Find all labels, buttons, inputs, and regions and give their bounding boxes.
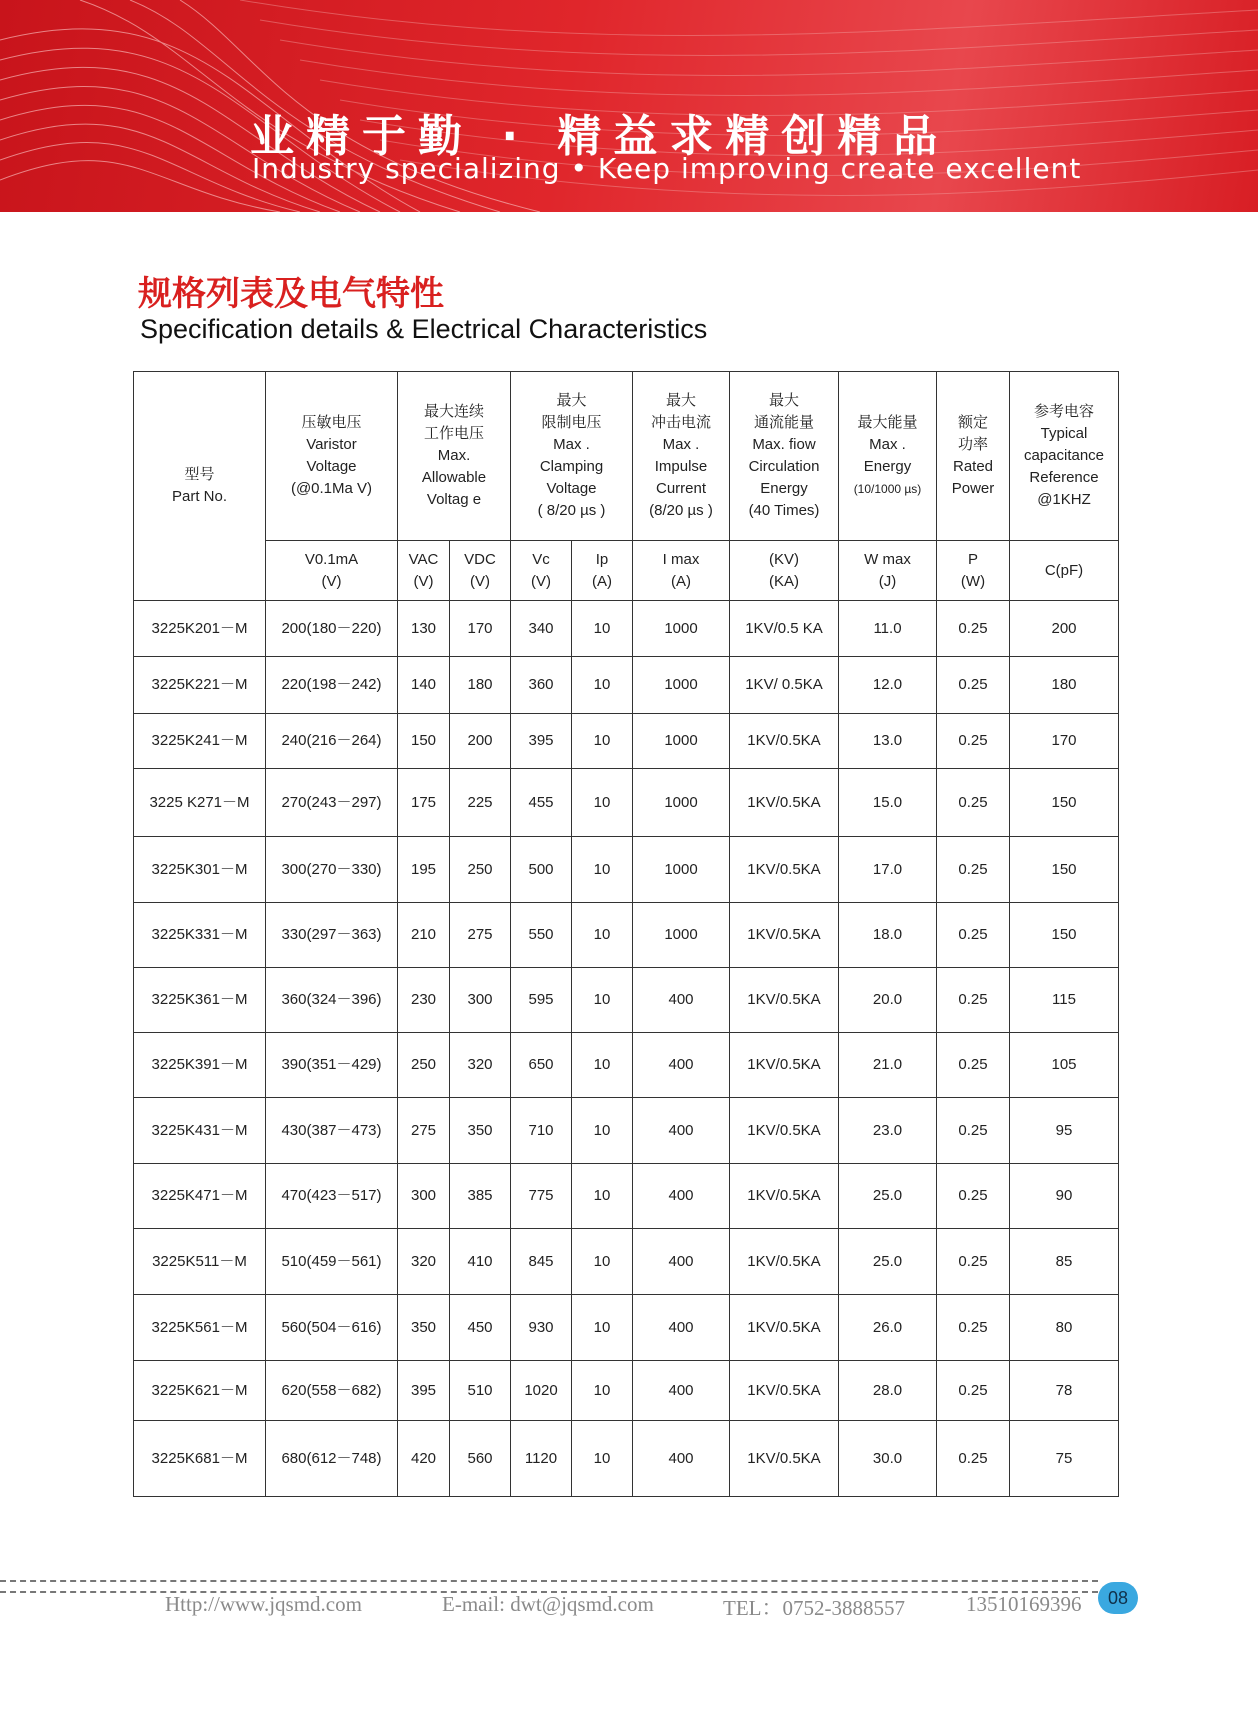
cell-vc: 775	[511, 1164, 572, 1229]
cell-part-no: 3225 K271－M	[134, 769, 266, 837]
cell-power: 0.25	[937, 837, 1010, 903]
cell-vac: 175	[398, 769, 450, 837]
table-row	[134, 968, 1119, 1033]
cell-power: 0.25	[937, 769, 1010, 837]
unit-vac: VAC (V)	[398, 541, 450, 601]
cell-vc: 455	[511, 769, 572, 837]
cell-varistor-voltage: 270(243－297)	[266, 769, 398, 837]
header-rated-power: 额定 功率 Rated Power	[937, 372, 1010, 541]
cell-vac: 395	[398, 1361, 450, 1421]
cell-vac: 300	[398, 1164, 450, 1229]
cell-wmax: 21.0	[839, 1033, 937, 1098]
header-max-impulse-current: 最大 冲击电流 Max . Impulse Current (8/20 µs )	[633, 372, 730, 541]
table-row	[134, 1229, 1119, 1295]
cell-ip: 10	[572, 1033, 633, 1098]
cell-imax: 1000	[633, 769, 730, 837]
cell-part-no: 3225K621－M	[134, 1361, 266, 1421]
cell-vc: 845	[511, 1229, 572, 1295]
cell-ip: 10	[572, 1421, 633, 1497]
cell-power: 0.25	[937, 1295, 1010, 1361]
unit-vdc: VDC (V)	[450, 541, 511, 601]
cell-ip: 10	[572, 1098, 633, 1164]
cell-capacitance: 150	[1010, 837, 1119, 903]
cell-imax: 1000	[633, 714, 730, 769]
cell-capacitance: 180	[1010, 657, 1119, 714]
unit-flow: (KV) (KA)	[730, 541, 839, 601]
cell-wmax: 13.0	[839, 714, 937, 769]
cell-vc: 595	[511, 968, 572, 1033]
cell-capacitance: 78	[1010, 1361, 1119, 1421]
cell-varistor-voltage: 300(270－330)	[266, 837, 398, 903]
header-max-flow-energy: 最大 通流能量 Max. fiow Circulation Energy (40 Times)	[730, 372, 839, 541]
cell-wmax: 25.0	[839, 1229, 937, 1295]
cell-capacitance: 200	[1010, 601, 1119, 657]
cell-vac: 210	[398, 903, 450, 968]
table-row	[134, 1421, 1119, 1497]
cell-flow-energy: 1KV/0.5KA	[730, 837, 839, 903]
cell-wmax: 11.0	[839, 601, 937, 657]
cell-ip: 10	[572, 1295, 633, 1361]
cell-flow-energy: 1KV/0.5KA	[730, 1229, 839, 1295]
header-part-no: 型号 Part No.	[134, 372, 266, 601]
cell-varistor-voltage: 360(324－396)	[266, 968, 398, 1033]
header-varistor-voltage: 压敏电压 Varistor Voltage (@0.1Ma V)	[266, 372, 398, 541]
cell-vdc: 560	[450, 1421, 511, 1497]
cell-wmax: 25.0	[839, 1164, 937, 1229]
cell-vac: 230	[398, 968, 450, 1033]
cell-power: 0.25	[937, 1421, 1010, 1497]
cell-capacitance: 105	[1010, 1033, 1119, 1098]
header-max-energy-note: (10/1000 µs)	[853, 482, 922, 496]
table-row	[134, 657, 1119, 714]
cell-capacitance: 80	[1010, 1295, 1119, 1361]
cell-flow-energy: 1KV/0.5KA	[730, 1421, 839, 1497]
cell-part-no: 3225K391－M	[134, 1033, 266, 1098]
cell-vc: 550	[511, 903, 572, 968]
section-title-cn: 规格列表及电气特性	[138, 274, 444, 314]
unit-vc: Vc (V)	[511, 541, 572, 601]
cell-varistor-voltage: 680(612－748)	[266, 1421, 398, 1497]
unit-cpf: C(pF)	[1010, 541, 1119, 601]
cell-flow-energy: 1KV/0.5KA	[730, 903, 839, 968]
cell-vdc: 225	[450, 769, 511, 837]
cell-vac: 130	[398, 601, 450, 657]
table-row	[134, 903, 1119, 968]
cell-varistor-voltage: 430(387－473)	[266, 1098, 398, 1164]
cell-wmax: 12.0	[839, 657, 937, 714]
cell-vc: 360	[511, 657, 572, 714]
cell-capacitance: 75	[1010, 1421, 1119, 1497]
footer-mobile: 13510169396	[966, 1592, 1082, 1616]
cell-flow-energy: 1KV/0.5KA	[730, 714, 839, 769]
cell-part-no: 3225K201－M	[134, 601, 266, 657]
footer-email[interactable]: E-mail: dwt@jqsmd.com	[442, 1592, 654, 1616]
cell-vdc: 350	[450, 1098, 511, 1164]
cell-part-no: 3225K561－M	[134, 1295, 266, 1361]
footer-website[interactable]: Http://www.jqsmd.com	[165, 1592, 362, 1616]
cell-imax: 1000	[633, 903, 730, 968]
cell-imax: 1000	[633, 837, 730, 903]
page-number-badge: 08	[1098, 1582, 1138, 1614]
cell-varistor-voltage: 330(297－363)	[266, 903, 398, 968]
header-max-clamping-voltage: 最大 限制电压 Max . Clamping Voltage ( 8/20 µs )	[511, 372, 633, 541]
cell-vac: 250	[398, 1033, 450, 1098]
cell-vc: 1120	[511, 1421, 572, 1497]
cell-capacitance: 150	[1010, 769, 1119, 837]
cell-imax: 400	[633, 1033, 730, 1098]
cell-wmax: 26.0	[839, 1295, 937, 1361]
cell-part-no: 3225K301－M	[134, 837, 266, 903]
cell-part-no: 3225K241－M	[134, 714, 266, 769]
cell-capacitance: 90	[1010, 1164, 1119, 1229]
cell-flow-energy: 1KV/0.5KA	[730, 1295, 839, 1361]
cell-ip: 10	[572, 714, 633, 769]
unit-p: P (W)	[937, 541, 1010, 601]
cell-wmax: 30.0	[839, 1421, 937, 1497]
cell-part-no: 3225K511－M	[134, 1229, 266, 1295]
table-row	[134, 769, 1119, 837]
cell-wmax: 17.0	[839, 837, 937, 903]
cell-vac: 275	[398, 1098, 450, 1164]
cell-imax: 400	[633, 1164, 730, 1229]
cell-part-no: 3225K361－M	[134, 968, 266, 1033]
cell-imax: 1000	[633, 601, 730, 657]
table-row	[134, 837, 1119, 903]
cell-varistor-voltage: 200(180－220)	[266, 601, 398, 657]
spec-table-body	[134, 601, 1119, 1497]
cell-imax: 400	[633, 1421, 730, 1497]
unit-imax: I max (A)	[633, 541, 730, 601]
cell-vdc: 250	[450, 837, 511, 903]
cell-vac: 420	[398, 1421, 450, 1497]
header-max-allowable-voltage: 最大连续 工作电压 Max. Allowable Voltag e	[398, 372, 511, 541]
cell-wmax: 23.0	[839, 1098, 937, 1164]
table-row	[134, 1295, 1119, 1361]
cell-ip: 10	[572, 968, 633, 1033]
cell-wmax: 18.0	[839, 903, 937, 968]
cell-ip: 10	[572, 1164, 633, 1229]
cell-vdc: 275	[450, 903, 511, 968]
cell-power: 0.25	[937, 903, 1010, 968]
unit-varistor: V0.1mA (V)	[266, 541, 398, 601]
cell-vc: 650	[511, 1033, 572, 1098]
cell-ip: 10	[572, 1361, 633, 1421]
cell-imax: 400	[633, 968, 730, 1033]
cell-vac: 140	[398, 657, 450, 714]
cell-vc: 340	[511, 601, 572, 657]
cell-imax: 1000	[633, 657, 730, 714]
cell-flow-energy: 1KV/0.5KA	[730, 769, 839, 837]
cell-vdc: 450	[450, 1295, 511, 1361]
cell-flow-energy: 1KV/0.5KA	[730, 1361, 839, 1421]
cell-imax: 400	[633, 1295, 730, 1361]
cell-part-no: 3225K471－M	[134, 1164, 266, 1229]
cell-vdc: 300	[450, 968, 511, 1033]
cell-ip: 10	[572, 601, 633, 657]
cell-ip: 10	[572, 1229, 633, 1295]
cell-imax: 400	[633, 1098, 730, 1164]
cell-power: 0.25	[937, 1098, 1010, 1164]
cell-capacitance: 95	[1010, 1098, 1119, 1164]
cell-ip: 10	[572, 657, 633, 714]
cell-flow-energy: 1KV/0.5KA	[730, 1098, 839, 1164]
cell-power: 0.25	[937, 657, 1010, 714]
cell-vc: 395	[511, 714, 572, 769]
cell-flow-energy: 1KV/0.5 KA	[730, 601, 839, 657]
cell-vac: 320	[398, 1229, 450, 1295]
cell-vac: 350	[398, 1295, 450, 1361]
footer-tel: TEL：0752-3888557	[723, 1596, 905, 1620]
cell-capacitance: 150	[1010, 903, 1119, 968]
cell-power: 0.25	[937, 968, 1010, 1033]
cell-ip: 10	[572, 769, 633, 837]
cell-vc: 1020	[511, 1361, 572, 1421]
cell-vdc: 170	[450, 601, 511, 657]
cell-varistor-voltage: 390(351－429)	[266, 1033, 398, 1098]
cell-wmax: 20.0	[839, 968, 937, 1033]
table-row	[134, 1164, 1119, 1229]
cell-part-no: 3225K431－M	[134, 1098, 266, 1164]
unit-ip: Ip (A)	[572, 541, 633, 601]
cell-part-no: 3225K681－M	[134, 1421, 266, 1497]
header-max-energy	[839, 372, 937, 541]
cell-wmax: 28.0	[839, 1361, 937, 1421]
table-row	[134, 601, 1119, 657]
cell-vdc: 510	[450, 1361, 511, 1421]
cell-imax: 400	[633, 1361, 730, 1421]
cell-wmax: 15.0	[839, 769, 937, 837]
cell-imax: 400	[633, 1229, 730, 1295]
cell-flow-energy: 1KV/ 0.5KA	[730, 657, 839, 714]
cell-vdc: 180	[450, 657, 511, 714]
cell-vdc: 320	[450, 1033, 511, 1098]
cell-capacitance: 85	[1010, 1229, 1119, 1295]
cell-flow-energy: 1KV/0.5KA	[730, 1164, 839, 1229]
cell-power: 0.25	[937, 1164, 1010, 1229]
cell-capacitance: 170	[1010, 714, 1119, 769]
cell-vdc: 200	[450, 714, 511, 769]
cell-flow-energy: 1KV/0.5KA	[730, 968, 839, 1033]
cell-vac: 195	[398, 837, 450, 903]
cell-power: 0.25	[937, 714, 1010, 769]
cell-varistor-voltage: 510(459－561)	[266, 1229, 398, 1295]
table-row	[134, 1361, 1119, 1421]
cell-ip: 10	[572, 837, 633, 903]
cell-vc: 930	[511, 1295, 572, 1361]
cell-power: 0.25	[937, 1229, 1010, 1295]
cell-part-no: 3225K331－M	[134, 903, 266, 968]
cell-flow-energy: 1KV/0.5KA	[730, 1033, 839, 1098]
cell-ip: 10	[572, 903, 633, 968]
cell-varistor-voltage: 560(504－616)	[266, 1295, 398, 1361]
cell-capacitance: 115	[1010, 968, 1119, 1033]
spec-table	[133, 371, 1119, 1497]
cell-vdc: 410	[450, 1229, 511, 1295]
cell-varistor-voltage: 470(423－517)	[266, 1164, 398, 1229]
banner-slogan-en: Industry specializing • Keep improving create excellent	[252, 152, 1082, 185]
cell-varistor-voltage: 620(558－682)	[266, 1361, 398, 1421]
header-max-energy-label: 最大能量 Max . Energy	[857, 414, 918, 475]
cell-vc: 500	[511, 837, 572, 903]
unit-wmax: W max (J)	[839, 541, 937, 601]
cell-vac: 150	[398, 714, 450, 769]
cell-vdc: 385	[450, 1164, 511, 1229]
section-title-en: Specification details & Electrical Characteristics	[140, 314, 708, 344]
cell-varistor-voltage: 220(198－242)	[266, 657, 398, 714]
header-banner	[0, 0, 1258, 212]
cell-vc: 710	[511, 1098, 572, 1164]
cell-power: 0.25	[937, 1361, 1010, 1421]
cell-part-no: 3225K221－M	[134, 657, 266, 714]
table-row	[134, 714, 1119, 769]
banner-slogan-cn: 业精于勤 · 精益求精创精品	[250, 111, 950, 162]
table-row	[134, 1033, 1119, 1098]
cell-power: 0.25	[937, 1033, 1010, 1098]
header-capacitance: 参考电容 Typical capacitance Reference @1KHZ	[1010, 372, 1119, 541]
table-row	[134, 1098, 1119, 1164]
cell-power: 0.25	[937, 601, 1010, 657]
cell-varistor-voltage: 240(216－264)	[266, 714, 398, 769]
